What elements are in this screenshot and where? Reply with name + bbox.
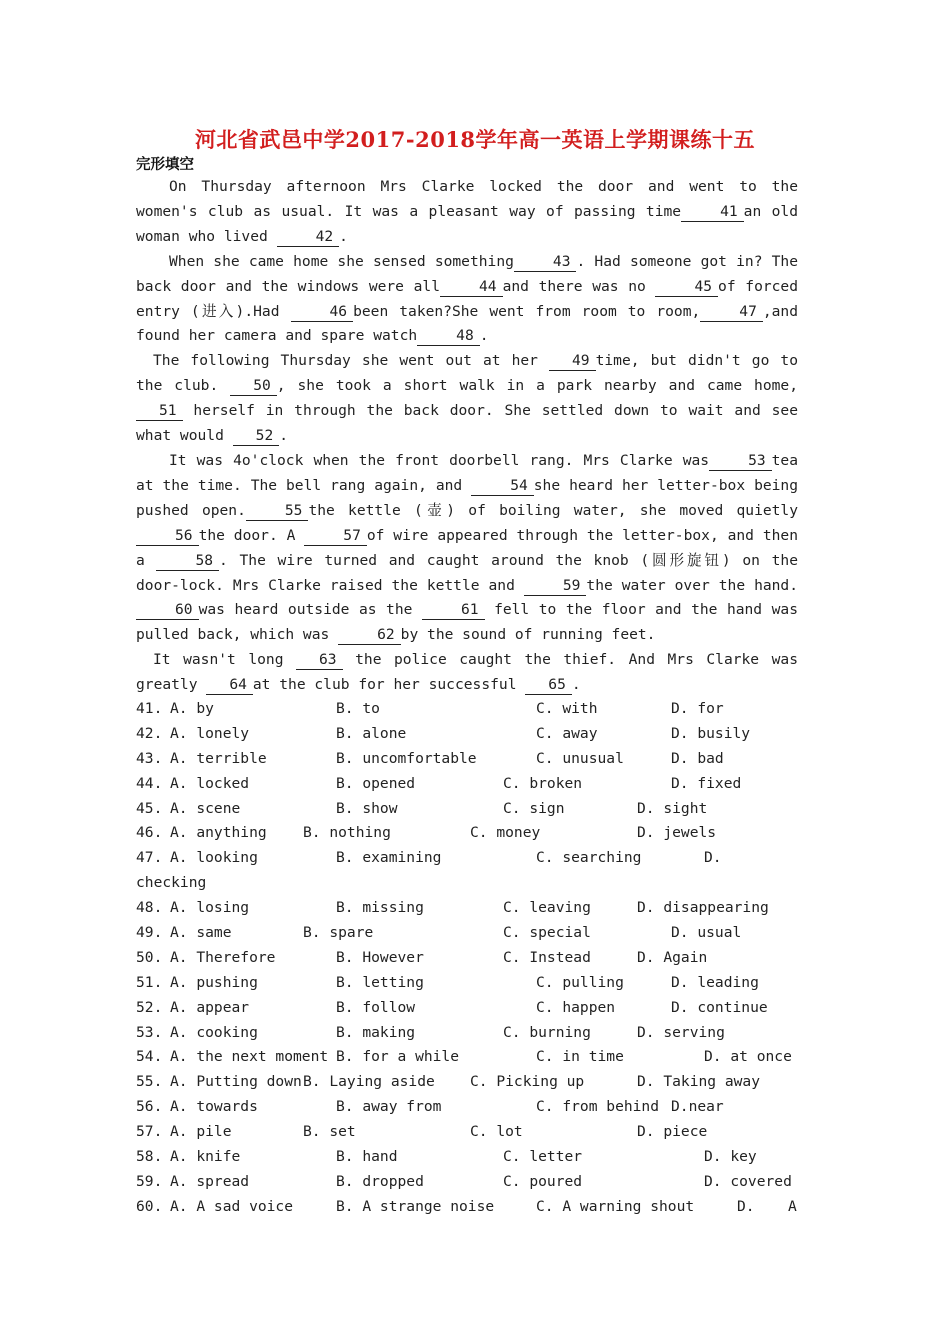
option-row-48 [136,896,798,921]
passage-text: at the club for her successful [252,676,517,694]
option-c: C. unusual [536,749,624,767]
option-a: A. looking [170,849,258,867]
option-a: A. Therefore [170,948,276,966]
option-c: C. burning [503,1023,591,1041]
passage-text: the water over the hand. [586,576,798,594]
question-number: 45. [136,799,163,817]
option-c: C. pulling [536,973,624,991]
option-c: C. from behind [536,1098,660,1116]
option-d: D. disappearing [637,899,769,917]
option-d: D. at once [704,1048,792,1066]
option-row-56 [136,1095,798,1120]
question-number: 56. [136,1098,163,1116]
option-c: C. in time [536,1048,624,1066]
option-c: C. poured [503,1172,583,1190]
option-b: B. nothing [303,824,391,842]
passage-text: When she came home she sensed something [169,252,514,270]
option-c: C. Instead [503,948,591,966]
blank-57: 57 [304,527,367,546]
option-row-52 [136,996,798,1021]
option-d: D. jewels [637,824,717,842]
blank-62: 62 [338,626,401,645]
option-row-47 [136,846,798,871]
option-c: C. searching [536,849,642,867]
options-list [136,697,798,1220]
option-b: B. away from [336,1098,442,1116]
option-c: C. letter [503,1148,583,1166]
passage-text: an old woman who lived [136,202,799,245]
option-b: B. A strange noise [336,1197,495,1215]
passage-text: been taken?She went from room to room, [353,302,701,320]
option-d: D. bad [671,749,724,767]
option-c: C. sign [503,799,565,817]
question-number: 41. [136,700,163,717]
option-c: C. money [470,824,541,842]
question-number: 55. [136,1073,163,1091]
question-number: 46. [136,824,163,842]
option-row-58 [136,1145,798,1170]
blank-51: 51 [136,402,183,421]
option-b: B. spare [303,924,374,942]
question-number: 59. [136,1172,163,1190]
blank-53: 53 [709,452,772,471]
option-b: B. uncomfortable [336,749,477,767]
blank-49: 49 [549,352,596,371]
passage-text: by the sound of running feet. [400,626,656,644]
question-number: 58. [136,1148,163,1166]
blank-55: 55 [246,502,309,521]
option-c: C. with [536,700,598,717]
blank-64: 64 [206,676,253,695]
option-c: C. A warning shout [536,1197,695,1215]
option-c: C. Picking up [470,1073,585,1091]
option-b: B. However [336,948,424,966]
option-a: A. A sad voice [170,1197,294,1215]
passage-text: was heard outside as the [198,601,413,619]
option-row-50 [136,946,798,971]
question-number: 43. [136,749,163,767]
paragraph-1 [136,175,798,250]
passage-text: the kettle (壶) of boiling water, she moved quietly [308,501,799,519]
question-number: 49. [136,924,163,942]
passage-text: of forced entry (进入).Had [136,277,798,320]
option-b: B. letting [336,973,424,991]
blank-41: 41 [681,203,744,222]
option-c: C. broken [503,774,583,792]
paragraph-3 [136,349,798,449]
option-d: D. sight [637,799,708,817]
blank-46: 46 [291,303,354,322]
blank-45: 45 [655,278,718,297]
option-a: A. same [170,924,232,942]
paragraph-2 [136,250,798,350]
option-a: A. scene [170,799,241,817]
option-d: D. serving [637,1023,725,1041]
option-b: B. alone [336,724,407,742]
option-b: B. set [303,1123,356,1141]
option-a: A. appear [170,998,250,1016]
option-a: A. knife [170,1148,241,1166]
question-number: 57. [136,1123,163,1141]
passage-text: . [571,676,581,694]
option-row-60 [136,1195,798,1220]
option-d: D. covered [704,1172,792,1190]
option-a: A. towards [170,1098,258,1116]
blank-65: 65 [525,676,572,695]
option-d: D. [737,1197,755,1215]
option-d: D. fixed [671,774,742,792]
option-c: C. happen [536,998,616,1016]
blank-60: 60 [136,601,199,620]
paragraph-4 [136,449,798,648]
passage-text: . Had someone got in? The back door and the windows were all [136,252,798,295]
option-b: B. to [336,700,380,717]
option-c: C. special [503,924,591,942]
question-number: 54. [136,1048,163,1066]
blank-54: 54 [471,477,534,496]
option-row-42 [136,722,798,747]
option-b: B. examining [336,849,442,867]
blank-59: 59 [524,577,587,596]
option-d: D. [704,849,722,867]
question-number: 53. [136,1023,163,1041]
passage-text: herself in through the back door. She settled down to wait and see what would [136,402,798,445]
option-row-41 [136,697,798,722]
question-number: 44. [136,774,163,792]
option-row-45 [136,797,798,822]
blank-44: 44 [440,278,503,297]
option-a: A. by [170,700,214,717]
blank-50: 50 [230,377,277,396]
passage-text: the police caught the thief. And Mrs Clarke was greatly [136,651,798,694]
blank-47: 47 [700,303,763,322]
option-b: B. hand [336,1148,398,1166]
option-b: B. follow [336,998,416,1016]
question-number: 51. [136,973,163,991]
option-d: D. continue [671,998,768,1016]
option-row-46 [136,821,798,846]
option-c: C. lot [470,1123,523,1141]
question-number: 50. [136,948,163,966]
option-a: A. cooking [170,1023,258,1041]
blank-56: 56 [136,527,199,546]
option-row-49 [136,921,798,946]
option-d: D.near [671,1098,724,1116]
passage-text: . [279,427,289,445]
option-b: B. for a while [336,1048,460,1066]
passage-text: The following Thursday she went out at her [153,352,538,370]
option-b: B. missing [336,899,424,917]
question-number: 42. [136,724,163,742]
option-b: B. show [336,799,398,817]
question-number: 47. [136,849,163,867]
passage-text: . [479,327,489,345]
option-a: A. lonely [170,724,250,742]
blank-61: 61 [422,601,485,620]
passage-text: the door. A [198,526,296,544]
section-heading: 完形填空 [136,157,194,173]
option-d: D. leading [671,973,759,991]
option-row-43 [136,747,798,772]
question-number: 52. [136,998,163,1016]
passage-text: , she took a short walk in a park nearby and came home, [276,377,798,395]
option-d: D. busily [671,724,751,742]
question-number: 60. [136,1197,163,1215]
option-row-53 [136,1021,798,1046]
option-d: D. for [671,700,724,717]
passage-text: time, but didn't go to the club. [136,352,798,395]
option-a: A. Putting down [170,1073,302,1091]
question-number: 48. [136,899,163,917]
blank-52: 52 [233,427,280,446]
option-a: A. losing [170,899,250,917]
option-a: A. spread [170,1172,250,1190]
option-row-54 [136,1045,798,1070]
option-b: B. dropped [336,1172,424,1190]
option-a: A. terrible [170,749,267,767]
passage-text: she heard her letter-box being pushed open. [136,476,798,519]
paragraph-5 [136,648,798,698]
option-row-44 [136,772,798,797]
blank-58: 58 [156,552,219,571]
option-b: B. making [336,1023,416,1041]
passage-text: tea at the time. The bell rang again, and [136,451,798,494]
option-b: B. Laying aside [303,1073,435,1091]
blank-63: 63 [296,651,343,670]
document-title: 河北省武邑中学2017-2018学年高一英语上学期课练十五 [194,127,756,152]
option-a: A. pile [170,1123,232,1141]
option-a: A. the next moment [170,1048,329,1066]
passage-text: of wire appeared through the letter-box, and then a [136,526,798,569]
blank-48: 48 [417,327,480,346]
option-row-57 [136,1120,798,1145]
passage-text: fell to the floor and the hand was pulled back, which was [136,601,798,644]
passage-text: and there was no [502,277,646,295]
passage-text: It was 4o'clock when the front doorbell rang. Mrs Clarke was [169,451,710,469]
option-a: A. locked [170,774,250,792]
option-d-wrapped: checking [136,874,207,892]
option-c: C. away [536,724,598,742]
option-d: D. Taking away [637,1073,761,1091]
option-row-59 [136,1170,798,1195]
option-c: C. leaving [503,899,591,917]
option-a: A. pushing [170,973,258,991]
passage-text: . [339,227,348,245]
option-b: B. opened [336,774,416,792]
passage-text: On Thursday afternoon Mrs Clarke locked the door and went to the women's club as usual. It was a pleasant way of passing time [136,178,798,220]
blank-42: 42 [277,228,340,247]
cloze-passage [136,175,798,698]
option-d: D. Again [637,948,708,966]
option-d: D. piece [637,1123,708,1141]
passage-text: ,and found her camera and spare watch [136,302,799,345]
passage-text: . The wire turned and caught around the knob (圆形旋钮) on the door-lock. Mrs Clarke raised the kettle and [136,551,798,594]
option-row-55 [136,1070,798,1095]
option-row-51 [136,971,798,996]
option-d-continued: A [788,1197,797,1215]
blank-43: 43 [514,253,577,272]
option-d: D. usual [671,924,742,942]
option-a: A. anything [170,824,267,842]
passage-text: It wasn't long [153,651,284,669]
option-d: D. key [704,1148,757,1166]
